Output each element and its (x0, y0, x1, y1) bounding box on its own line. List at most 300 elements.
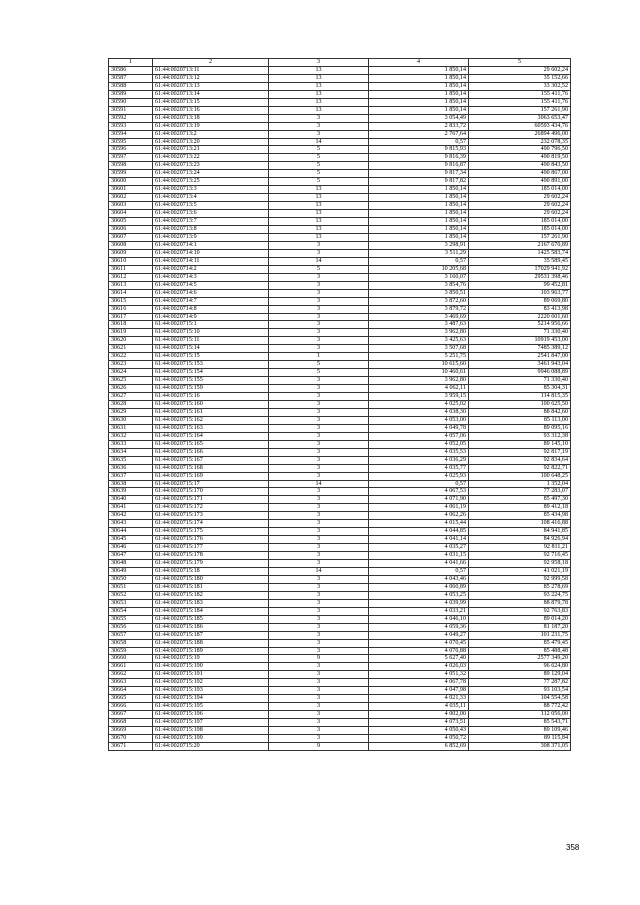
table-cell: 61:44:0020715:193 (153, 687, 269, 695)
table-cell: 490 819,50 (469, 154, 571, 162)
table-cell: 4 073,51 (369, 719, 469, 727)
column-header: 5 (469, 59, 571, 67)
table-cell: 5 (269, 265, 369, 273)
table-cell: 89 069,80 (469, 297, 571, 305)
table-cell: 4 036,29 (369, 456, 469, 464)
table-cell: 9 815,93 (369, 146, 469, 154)
table-cell: 4 049,78 (369, 424, 469, 432)
table-cell: 3 (269, 329, 369, 337)
table-cell: 61:44:0020713:13 (153, 82, 269, 90)
table-cell: 30606 (109, 226, 153, 234)
table-cell: 61:44:0020713:19 (153, 122, 269, 130)
table-cell: 61:44:0020715:15 (153, 353, 269, 361)
table-cell: 5 (269, 178, 369, 186)
table-cell: 92 817,19 (469, 448, 571, 456)
table-cell: 30644 (109, 528, 153, 536)
table-cell: 30594 (109, 130, 153, 138)
table-cell: 2541 847,00 (469, 353, 571, 361)
table-cell: 3 (269, 289, 369, 297)
table-cell: 9 816,39 (369, 154, 469, 162)
table-cell: 3 (269, 456, 369, 464)
table-cell: 1 850,14 (369, 233, 469, 241)
table-row (109, 377, 571, 385)
table-cell: 0,57 (369, 568, 469, 576)
table-cell: 3 (269, 591, 369, 599)
table-row (109, 719, 571, 727)
table-cell: 61:44:0020715:168 (153, 464, 269, 472)
table-cell: 81 187,20 (469, 623, 571, 631)
table-cell: 4 071,90 (369, 496, 469, 504)
table-cell: 30626 (109, 385, 153, 393)
table-cell: 30598 (109, 162, 153, 170)
table-cell: 103 963,77 (469, 289, 571, 297)
table-row (109, 528, 571, 536)
table-cell: 92 811,21 (469, 544, 571, 552)
table-cell: 4 050,72 (369, 735, 469, 743)
table-cell: 30635 (109, 456, 153, 464)
table-cell: 4 053,00 (369, 416, 469, 424)
table-cell: 61:44:0020715:185 (153, 615, 269, 623)
table-cell: 30657 (109, 631, 153, 639)
table-cell: 3 (269, 536, 369, 544)
table-row (109, 257, 571, 265)
table-cell: 4 057,06 (369, 432, 469, 440)
table-cell: 61:44:0020713:21 (153, 146, 269, 154)
table-cell: 30669 (109, 727, 153, 735)
table-row (109, 138, 571, 146)
table-cell: 61:44:0020715:176 (153, 536, 269, 544)
table-cell: 30591 (109, 106, 153, 114)
table-cell: 85 497,30 (469, 496, 571, 504)
table-cell: 61:44:0020715:184 (153, 607, 269, 615)
table-row (109, 591, 571, 599)
table-row (109, 186, 571, 194)
table-cell: 13 (269, 186, 369, 194)
table-cell: 14 (269, 568, 369, 576)
table-cell: 4 021,33 (369, 695, 469, 703)
table-cell: 30599 (109, 170, 153, 178)
table-cell: 0,57 (369, 257, 469, 265)
table-cell: 30656 (109, 623, 153, 631)
table-cell: 3 (269, 432, 369, 440)
table-cell: 30640 (109, 496, 153, 504)
table-cell: 30620 (109, 337, 153, 345)
table-cell: 4 002,00 (369, 711, 469, 719)
table-row (109, 679, 571, 687)
table-cell: 61:44:0020713:7 (153, 218, 269, 226)
table-cell: 3 (269, 114, 369, 122)
table-row (109, 170, 571, 178)
table-cell: 30623 (109, 361, 153, 369)
table-cell: 4 067,53 (369, 488, 469, 496)
table-row (109, 552, 571, 560)
table-cell: 9 817,34 (369, 170, 469, 178)
table-cell: 100 648,25 (469, 472, 571, 480)
table-row (109, 178, 571, 186)
table-cell: 157 261,90 (469, 233, 571, 241)
table-cell: 4 035,27 (369, 544, 469, 552)
table-cell: 61:44:0020715:164 (153, 432, 269, 440)
table-cell: 1 850,14 (369, 218, 469, 226)
table-cell: 61:44:0020715:175 (153, 528, 269, 536)
table-cell: 61:44:0020715:191 (153, 671, 269, 679)
table-cell: 1 850,14 (369, 98, 469, 106)
table-cell: 4 060,89 (369, 583, 469, 591)
table-cell: 1 850,14 (369, 210, 469, 218)
table-row (109, 210, 571, 218)
table-cell: 3 469,69 (369, 313, 469, 321)
table-cell: 61:44:0020713:23 (153, 162, 269, 170)
table-row (109, 464, 571, 472)
table-cell: 3 (269, 719, 369, 727)
table-cell: 30658 (109, 639, 153, 647)
table-cell: 4 062,11 (369, 385, 469, 393)
table-row (109, 281, 571, 289)
table-cell: 3 (269, 400, 369, 408)
table-cell: 3 (269, 631, 369, 639)
table-cell: 61:44:0020713:11 (153, 66, 269, 74)
table-cell: 30667 (109, 711, 153, 719)
table-cell: 89 129,04 (469, 671, 571, 679)
table-cell: 30668 (109, 719, 153, 727)
table-cell: 13 (269, 90, 369, 98)
table-row (109, 432, 571, 440)
table-cell: 30660 (109, 655, 153, 663)
table-cell: 5 251,75 (369, 353, 469, 361)
table-cell: 3 (269, 337, 369, 345)
table-cell: 3 (269, 273, 369, 281)
table-cell: 1 850,14 (369, 186, 469, 194)
table-cell: 3 (269, 687, 369, 695)
table-cell: 30593 (109, 122, 153, 130)
table-cell: 89 145,10 (469, 440, 571, 448)
table-cell: 61:44:0020715:192 (153, 679, 269, 687)
table-row (109, 130, 571, 138)
column-header: 3 (269, 59, 369, 67)
table-cell: 30645 (109, 536, 153, 544)
table-cell: 4 041,14 (369, 536, 469, 544)
table-cell: 3 298,91 (369, 241, 469, 249)
table-cell: 83 413,98 (469, 305, 571, 313)
table-cell: 30646 (109, 544, 153, 552)
table-row (109, 361, 571, 369)
table-cell: 2 767,64 (369, 130, 469, 138)
table-cell: 3 (269, 281, 369, 289)
table-cell: 30630 (109, 416, 153, 424)
table-cell: 3 (269, 249, 369, 257)
table-cell: 3 959,15 (369, 393, 469, 401)
table-cell: 3 (269, 583, 369, 591)
table-cell: 33 302,52 (469, 82, 571, 90)
table-cell: 61:44:0020715:181 (153, 583, 269, 591)
table-cell: 61:44:0020715:189 (153, 647, 269, 655)
table-cell: 71 330,40 (469, 377, 571, 385)
table-row (109, 440, 571, 448)
table-row (109, 639, 571, 647)
table-row (109, 496, 571, 504)
table-cell: 61:44:0020715:153 (153, 361, 269, 369)
table-cell: 84 926,94 (469, 536, 571, 544)
table-cell: 88 772,42 (469, 703, 571, 711)
table-cell: 61:44:0020715:162 (153, 416, 269, 424)
table-cell: 13 (269, 106, 369, 114)
table-cell: 3 (269, 496, 369, 504)
table-row (109, 488, 571, 496)
table-cell: 3461 943,04 (469, 361, 571, 369)
table-cell: 13 (269, 66, 369, 74)
table-cell: 0,57 (369, 480, 469, 488)
table-cell: 3 850,51 (369, 289, 469, 297)
table-cell: 1 850,14 (369, 226, 469, 234)
table-cell: 30610 (109, 257, 153, 265)
table-cell: 61:44:0020713:2 (153, 130, 269, 138)
table-cell: 10919 453,00 (469, 337, 571, 345)
table-cell: 30653 (109, 599, 153, 607)
table-cell: 61:44:0020714:5 (153, 281, 269, 289)
table-cell: 61:44:0020713:14 (153, 90, 269, 98)
table-cell: 30664 (109, 687, 153, 695)
table-cell: 61:44:0020713:18 (153, 114, 269, 122)
table-cell: 61:44:0020715:14 (153, 345, 269, 353)
table-cell: 4 025,02 (369, 400, 469, 408)
table-cell: 1 850,14 (369, 66, 469, 74)
table-cell: 61:44:0020715:199 (153, 735, 269, 743)
table-cell: 61:44:0020713:3 (153, 186, 269, 194)
table-cell: 1425 583,74 (469, 249, 571, 257)
table-cell: 4 025,93 (369, 472, 469, 480)
table-cell: 85 434,98 (469, 512, 571, 520)
table-cell: 61:44:0020714:9 (153, 313, 269, 321)
table-cell: 5 (269, 146, 369, 154)
table-cell: 61:44:0020715:197 (153, 719, 269, 727)
table-cell: 89 014,20 (469, 615, 571, 623)
table-cell: 13 (269, 74, 369, 82)
table-cell: 3 (269, 520, 369, 528)
table-cell: 29 602,24 (469, 66, 571, 74)
table-cell: 30671 (109, 742, 153, 750)
table-cell: 30661 (109, 663, 153, 671)
column-header: 4 (369, 59, 469, 67)
table-cell: 14 (269, 480, 369, 488)
table-cell: 3 879,72 (369, 305, 469, 313)
table-cell: 30603 (109, 202, 153, 210)
table-cell: 13 (269, 210, 369, 218)
table-cell: 3 (269, 377, 369, 385)
table-cell: 10 615,60 (369, 361, 469, 369)
table-cell: 3 (269, 440, 369, 448)
table-cell: 3 (269, 544, 369, 552)
table-cell: 3 (269, 639, 369, 647)
table-cell: 3 (269, 393, 369, 401)
table-cell: 92 999,58 (469, 575, 571, 583)
table-cell: 4 070,45 (369, 639, 469, 647)
table-cell: 3 (269, 552, 369, 560)
table-cell: 3 (269, 703, 369, 711)
table-cell: 61:44:0020715:160 (153, 400, 269, 408)
table-cell: 30642 (109, 512, 153, 520)
table-cell: 30590 (109, 98, 153, 106)
table-cell: 61:44:0020714:2 (153, 265, 269, 273)
table-row (109, 575, 571, 583)
table-cell: 3 (269, 313, 369, 321)
table-body (109, 66, 571, 750)
table-cell: 30613 (109, 281, 153, 289)
table-cell: 30649 (109, 568, 153, 576)
table-cell: 2577 349,20 (469, 655, 571, 663)
table-cell: 232 078,35 (469, 138, 571, 146)
table-cell: 5 (269, 162, 369, 170)
table-cell: 308 371,05 (469, 742, 571, 750)
table-cell: 2220 601,60 (469, 313, 571, 321)
table-cell: 61:44:0020715:11 (153, 337, 269, 345)
table-row (109, 106, 571, 114)
table-cell: 30609 (109, 249, 153, 257)
table-cell: 92 958,18 (469, 560, 571, 568)
table-cell: 61:44:0020713:4 (153, 194, 269, 202)
table-cell: 5214 956,66 (469, 321, 571, 329)
table-cell: 30628 (109, 400, 153, 408)
table-cell: 61:44:0020713:25 (153, 178, 269, 186)
table-cell: 30588 (109, 82, 153, 90)
table-cell: 61:44:0020715:198 (153, 727, 269, 735)
table-cell: 61:44:0020714:3 (153, 273, 269, 281)
table-row (109, 345, 571, 353)
table-cell: 61:44:0020715:172 (153, 504, 269, 512)
table-row (109, 265, 571, 273)
table-cell: 30641 (109, 504, 153, 512)
table-cell: 3 (269, 464, 369, 472)
table-cell: 2 833,72 (369, 122, 469, 130)
table-row (109, 241, 571, 249)
table-row (109, 711, 571, 719)
table-cell: 61:44:0020715:188 (153, 639, 269, 647)
table-cell: 30654 (109, 607, 153, 615)
table-cell: 3 (269, 122, 369, 130)
table-cell: 3 (269, 504, 369, 512)
table-cell: 3 (269, 607, 369, 615)
table-cell: 30659 (109, 647, 153, 655)
table-cell: 61:44:0020715:10 (153, 329, 269, 337)
table-row (109, 122, 571, 130)
table-cell: 30665 (109, 695, 153, 703)
table-cell: 61:44:0020713:9 (153, 233, 269, 241)
table-cell: 3063 653,47 (469, 114, 571, 122)
table-cell: 30625 (109, 377, 153, 385)
table-cell: 30647 (109, 552, 153, 560)
table-cell: 61:44:0020715:155 (153, 377, 269, 385)
table-cell: 85 479,45 (469, 639, 571, 647)
table-cell: 155 411,76 (469, 90, 571, 98)
table-cell: 3 (269, 528, 369, 536)
table-cell: 29 602,24 (469, 202, 571, 210)
table-cell: 61:44:0020715:178 (153, 552, 269, 560)
table-cell: 1 352,04 (469, 480, 571, 488)
table-row (109, 599, 571, 607)
table-row (109, 162, 571, 170)
table-cell: 61:44:0020715:171 (153, 496, 269, 504)
table-cell: 3 962,80 (369, 377, 469, 385)
table-cell: 30643 (109, 520, 153, 528)
table-cell: 26894 496,00 (469, 130, 571, 138)
table-cell: 17029 941,92 (469, 265, 571, 273)
table-row (109, 623, 571, 631)
table-cell: 4 015,44 (369, 520, 469, 528)
table-row (109, 297, 571, 305)
table-cell: 3 (269, 575, 369, 583)
table-cell: 185 014,00 (469, 186, 571, 194)
table-row (109, 687, 571, 695)
table-cell: 4 039,99 (369, 599, 469, 607)
table-cell: 4 053,25 (369, 591, 469, 599)
table-cell: 30617 (109, 313, 153, 321)
table-row (109, 607, 571, 615)
table-cell: 30621 (109, 345, 153, 353)
table-cell: 61:44:0020713:16 (153, 106, 269, 114)
table-row (109, 727, 571, 735)
table-cell: 61:44:0020713:12 (153, 74, 269, 82)
table-cell: 3 (269, 671, 369, 679)
table-cell: 89 095,16 (469, 424, 571, 432)
table-cell: 4 061,19 (369, 504, 469, 512)
table-cell: 5 (269, 170, 369, 178)
table-cell: 96 624,80 (469, 663, 571, 671)
table-cell: 9 816,87 (369, 162, 469, 170)
table-cell: 3 (269, 727, 369, 735)
table-cell: 85 304,31 (469, 385, 571, 393)
table-cell: 3 (269, 448, 369, 456)
table-cell: 4 035,77 (369, 464, 469, 472)
cadastral-table (108, 58, 571, 751)
table-cell: 1 850,14 (369, 202, 469, 210)
table-row (109, 369, 571, 377)
table-cell: 13 (269, 98, 369, 106)
table-cell: 4 070,88 (369, 647, 469, 655)
table-cell: 30636 (109, 464, 153, 472)
table-cell: 3 (269, 472, 369, 480)
table-cell: 61:44:0020713:24 (153, 170, 269, 178)
table-cell: 61:44:0020714:8 (153, 305, 269, 313)
table-cell: 30662 (109, 671, 153, 679)
table-cell: 85 278,69 (469, 583, 571, 591)
table-cell: 61:44:0020715:194 (153, 695, 269, 703)
table-cell: 85 113,00 (469, 416, 571, 424)
table-row (109, 583, 571, 591)
table-cell: 30600 (109, 178, 153, 186)
table-cell: 88 842,60 (469, 408, 571, 416)
table-cell: 30652 (109, 591, 153, 599)
table-cell: 3 (269, 488, 369, 496)
table-row (109, 194, 571, 202)
table-cell: 61:44:0020714:1 (153, 241, 269, 249)
table-cell: 3 160,07 (369, 273, 469, 281)
table-cell: 89 115,84 (469, 735, 571, 743)
table-cell: 108 416,88 (469, 520, 571, 528)
table-cell: 1 (269, 353, 369, 361)
table-cell: 3 (269, 385, 369, 393)
table-cell: 61:44:0020713:15 (153, 98, 269, 106)
table-cell: 30634 (109, 448, 153, 456)
table-cell: 30622 (109, 353, 153, 361)
table-cell: 4 052,05 (369, 440, 469, 448)
table-cell: 30608 (109, 241, 153, 249)
table-cell: 1 850,14 (369, 106, 469, 114)
table-cell: 490 796,50 (469, 146, 571, 154)
table-cell: 5 (269, 361, 369, 369)
table-row (109, 408, 571, 416)
table-cell: 5 (269, 369, 369, 377)
table-row (109, 202, 571, 210)
table-cell: 3 (269, 599, 369, 607)
